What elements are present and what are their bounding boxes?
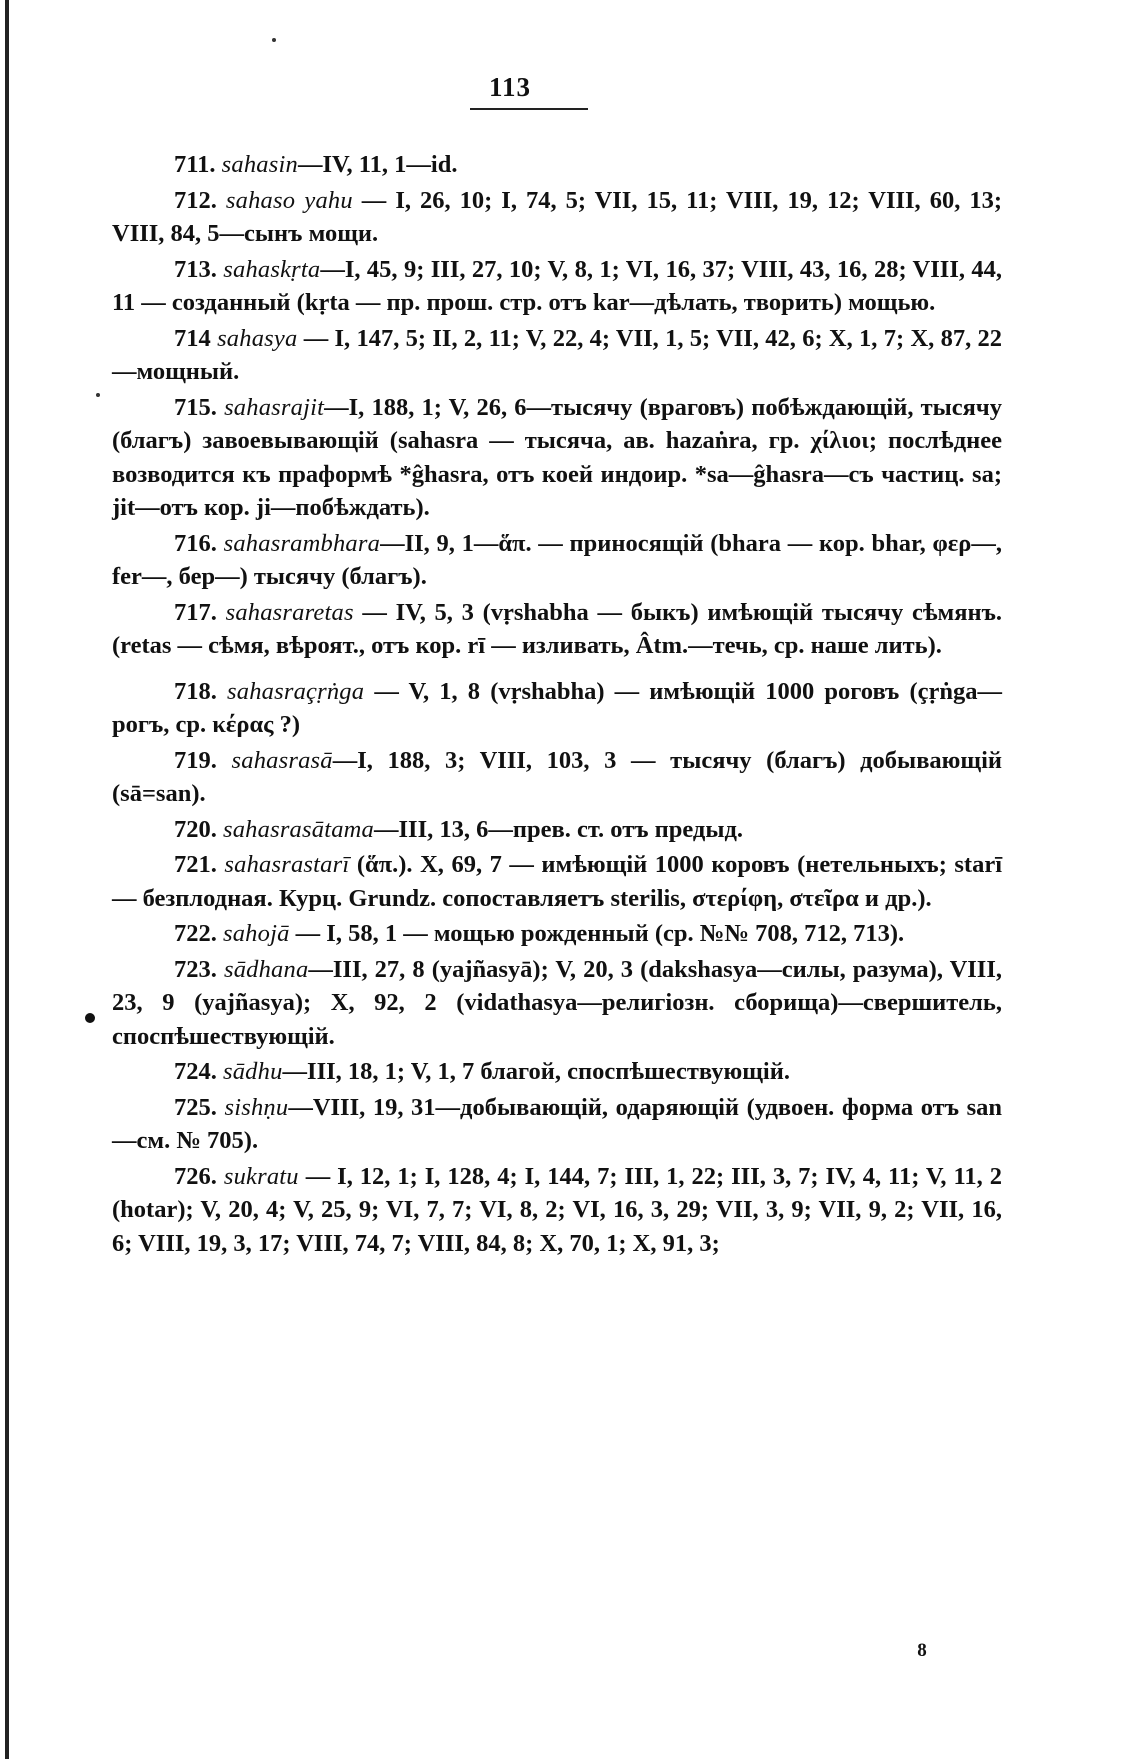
- entry-definition: —III, 27, 8 (yajñasyā); V, 20, 3 (dakshasya—силы, разума), VIII, 23, 9 (yajñasya); X, 92, 2 (vidathasya—религіозн. сборища)—свершитель, споспѣшествующій.: [112, 955, 1002, 1050]
- dictionary-entry: [112, 953, 1002, 1054]
- dictionary-entry: [112, 675, 1002, 742]
- entry-headword: sādhana: [223, 955, 309, 983]
- entry-definition: —I, 188, 3; VIII, 103, 3 — тысячу (благъ) добывающій (sā=san).: [112, 746, 1003, 807]
- entry-headword: sahaso yahu: [225, 186, 353, 214]
- dictionary-entry: [112, 1055, 1002, 1089]
- entry-headword: sahasrambhara: [223, 529, 381, 557]
- dictionary-entry: [112, 596, 1002, 663]
- entry-definition: —I, 45, 9; III, 27, 10; V, 8, 1; VI, 16, 37; VIII, 43, 16, 28; VIII, 44, 11 — созданный (kṛta — пр. прош. стр. отъ kar—дѣлать, творить) мощью.: [112, 255, 1002, 316]
- dictionary-entry: [112, 813, 1002, 847]
- entry-definition: — V, 1, 8 (vṛshabha) — имѣющій 1000 роговъ (çṛṅga—рогъ, ср. κέρας ?): [112, 677, 1003, 738]
- entry-headword: sahojā: [223, 920, 290, 947]
- dictionary-entries: [112, 148, 1002, 1262]
- scan-speck: [96, 393, 100, 397]
- margin-dot: [85, 1013, 95, 1023]
- entry-definition: —VIII, 19, 31—добывающій, одаряющій (удвоен. форма отъ san—см. № 705).: [112, 1093, 1002, 1154]
- entry-number: 716.: [174, 529, 217, 557]
- entry-headword: sishṇu: [224, 1093, 289, 1121]
- dictionary-entry: [112, 1091, 1002, 1158]
- dictionary-entry: [112, 391, 1002, 525]
- scan-speck: [272, 38, 276, 42]
- dictionary-entry: [112, 148, 1002, 182]
- entry-definition: — IV, 5, 3 (vṛshabha — быкъ) имѣющій тысячу сѣмянъ. (retas — сѣмя, вѣроят., отъ кор. rī — изливать, Âtm.—течь, ср. наше лить).: [112, 598, 1002, 659]
- entry-definition: — I, 58, 1 — мощью рожденный (ср. №№ 708, 712, 713).: [289, 920, 905, 947]
- entry-number: 714: [174, 324, 211, 352]
- dictionary-entry: [112, 527, 1002, 594]
- dictionary-entry: [112, 848, 1002, 915]
- entry-number: 726.: [174, 1162, 217, 1190]
- entry-number: 725.: [174, 1093, 217, 1121]
- entry-number: 718.: [174, 677, 217, 705]
- entry-number: 719.: [174, 746, 217, 774]
- entry-definition: — I, 12, 1; I, 128, 4; I, 144, 7; III, 1, 22; III, 3, 7; IV, 4, 11; V, 11, 2 (hotar); V, 20, 4; V, 25, 9; VI, 7, 7; VI, 8, 2; VI, 16, 3, 29; VII, 3, 9; VII, 9, 2; VII, 16, 6; VIII, 19, 3, 17; VIII, 74, 7; VIII, 84, 8; X, 70, 1; X, 91, 3;: [112, 1162, 1002, 1257]
- entry-definition: (ἅπ.). X, 69, 7 — имѣющій 1000 коровъ (нетельныхъ; starī — безплодная. Курц. Grundz. сопоставляетъ sterilis, στερίφη, στεῖρα и др.).: [112, 851, 1003, 912]
- entry-definition: — I, 26, 10; I, 74, 5; VII, 15, 11; VIII, 19, 12; VIII, 60, 13; VIII, 84, 5—сынъ мощи.: [112, 186, 1002, 247]
- entry-headword: sādhu: [223, 1058, 283, 1085]
- entry-headword: sahasrajit: [224, 393, 325, 421]
- entry-number: 723.: [174, 955, 217, 983]
- entry-number: 724.: [174, 1058, 217, 1085]
- entry-headword: sahasraretas: [225, 598, 354, 626]
- entry-number: 713.: [174, 255, 217, 283]
- entry-number: 715.: [174, 393, 217, 421]
- entry-headword: sukratu: [223, 1162, 299, 1190]
- dictionary-entry: [112, 322, 1002, 389]
- entry-number: 720.: [174, 815, 217, 843]
- entry-headword: sahasrasātama: [223, 815, 374, 843]
- entry-definition: —I, 188, 1; V, 26, 6—тысячу (враговъ) побѣждающій, тысячу (благъ) завоевывающій (sahasra — тысяча, ав. hazaṅra, гр. χίλιοι; послѣднее возводится къ праформѣ *ĝhasra, отъ коей индоир. *sa—ĝhasra—съ частиц. sa; jit—отъ кор. ji—побѣждать).: [112, 393, 1002, 521]
- dictionary-entry: [112, 184, 1002, 251]
- dictionary-entry: [112, 917, 1002, 951]
- dictionary-entry: [112, 744, 1002, 811]
- dictionary-entry: [112, 1160, 1002, 1261]
- entry-number: 711.: [174, 151, 216, 178]
- entry-headword: sahasrasā: [231, 746, 333, 774]
- entry-definition: —III, 13, 6—прев. ст. отъ предыд.: [374, 815, 743, 843]
- header-rule: [470, 108, 588, 110]
- printer-signature-mark: 8: [917, 1640, 927, 1661]
- entry-headword: sahaskṛta: [223, 255, 321, 283]
- entry-headword: sahasya: [217, 324, 298, 352]
- entry-definition: —III, 18, 1; V, 1, 7 благой, споспѣшествующій.: [282, 1058, 790, 1085]
- entry-definition: — I, 147, 5; II, 2, 11; V, 22, 4; VII, 1, 5; VII, 42, 6; X, 1, 7; X, 87, 22—мощный.: [112, 324, 1002, 385]
- entry-number: 712.: [174, 186, 217, 214]
- entry-definition: —II, 9, 1—ἅπ. — приносящій (bhara — кор. bhar, φερ—, fer—, бер—) тысячу (благъ).: [112, 529, 1003, 590]
- page-number: 113: [488, 72, 531, 102]
- entry-number: 722.: [174, 920, 217, 947]
- entry-headword: sahasraçṛṅga: [227, 677, 365, 705]
- entry-headword: sahasrastarī: [224, 851, 350, 878]
- dictionary-entry: [112, 253, 1002, 320]
- entry-definition: —IV, 11, 1—id.: [297, 151, 458, 178]
- entry-number: 721.: [174, 851, 217, 878]
- entry-number: 717.: [174, 598, 217, 626]
- page-binding-edge: [5, 0, 9, 1759]
- entry-headword: sahasin: [221, 151, 298, 178]
